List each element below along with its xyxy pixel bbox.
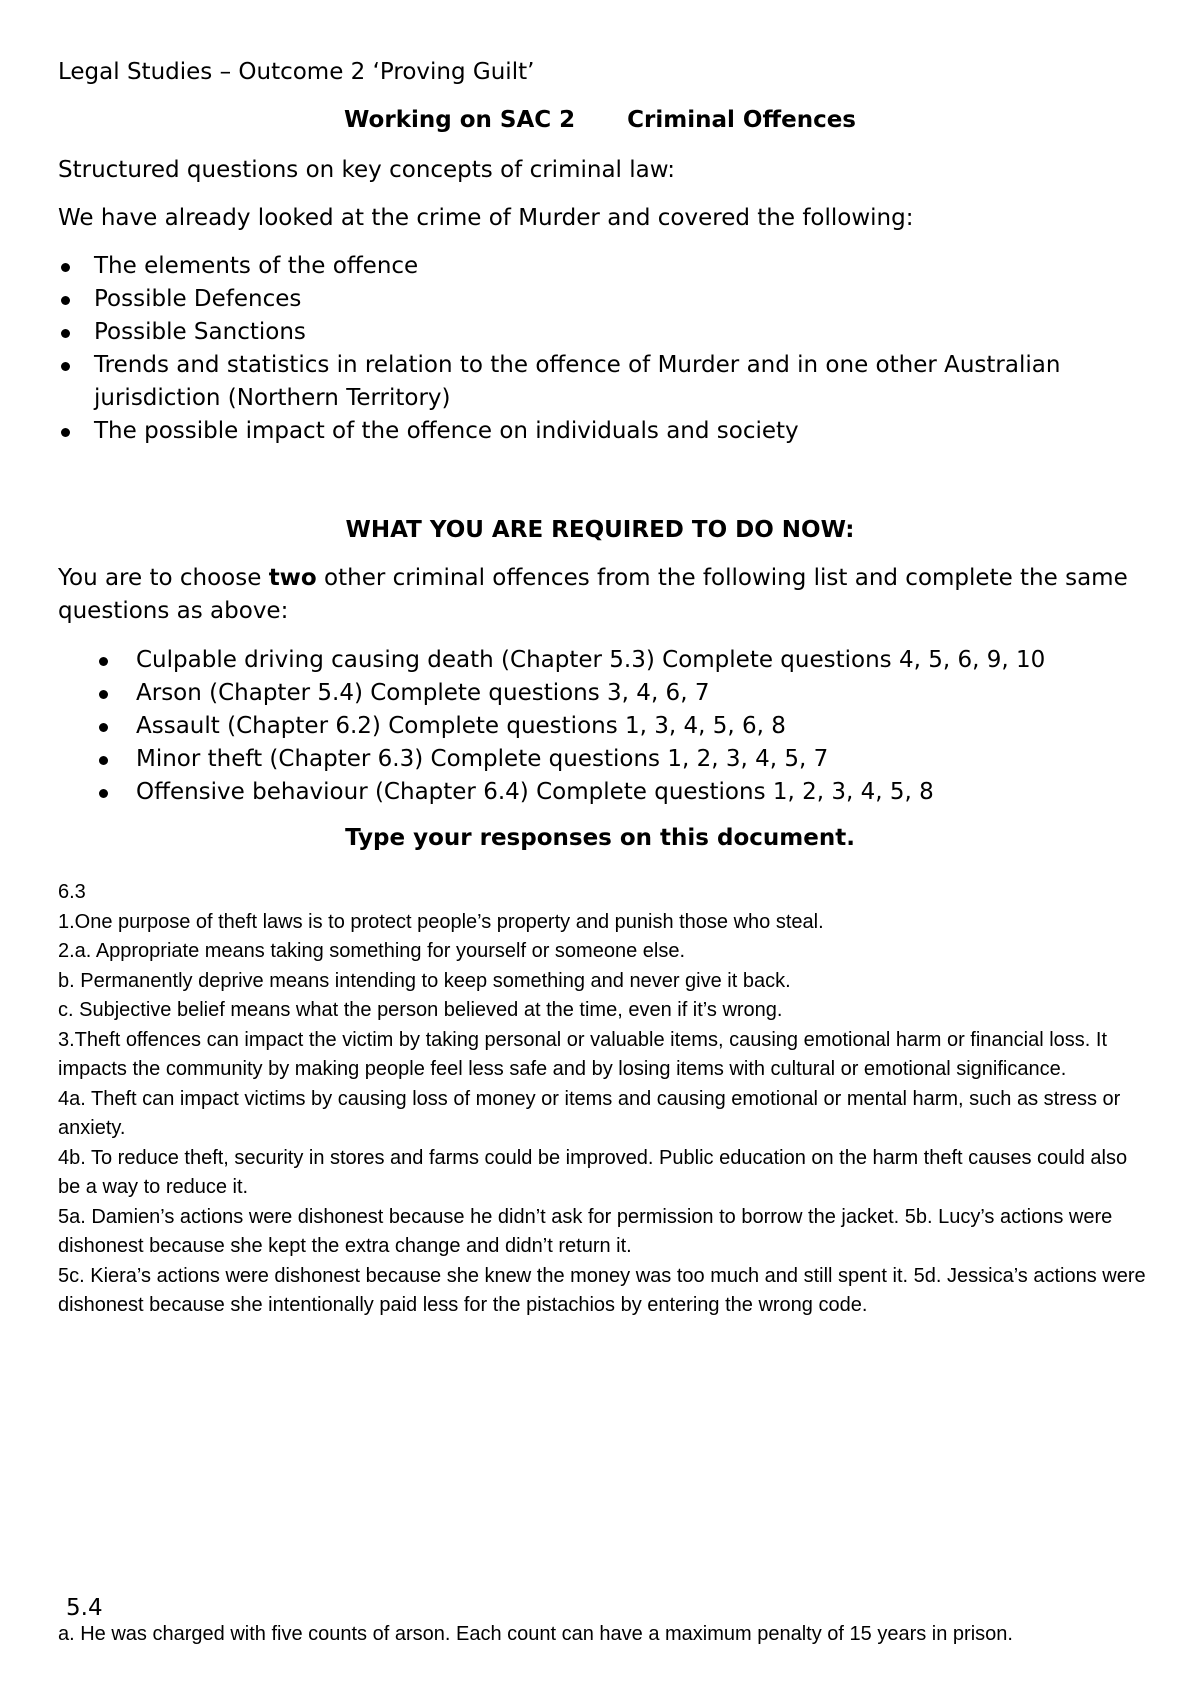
covered-topics-list xyxy=(58,250,1138,448)
bullet-icon xyxy=(99,723,108,732)
response-line: 5a. Damien’s actions were dishonest because he didn’t ask for permission to borrow the jacket. 5b. Lucy’s actions were dishonest because she kept the extra change and didn’t return it. xyxy=(58,1205,1113,1257)
required-heading: WHAT YOU ARE REQUIRED TO DO NOW: xyxy=(345,517,855,543)
list-item: The possible impact of the offence on individuals and society xyxy=(58,415,1138,448)
response-line: 1.One purpose of theft laws is to protect people’s property and punish those who steal. xyxy=(58,910,824,933)
response-line: 4b. To reduce theft, security in stores and farms could be improved. Public education on the harm theft causes could also be a way to reduce it. xyxy=(58,1146,1128,1198)
bullet-icon xyxy=(61,263,70,272)
list-item: Possible Defences xyxy=(58,283,1138,316)
type-responses-note: Type your responses on this document. xyxy=(345,825,855,851)
title-sac: Working on SAC 2 xyxy=(344,107,576,133)
response-line: b. Permanently deprive means intending to keep something and never give it back. xyxy=(58,969,791,992)
list-item: Arson (Chapter 5.4) Complete questions 3, 4, 6, 7 xyxy=(96,677,1136,710)
bullet-icon xyxy=(99,756,108,765)
list-item: Minor theft (Chapter 6.3) Complete questions 1, 2, 3, 4, 5, 7 xyxy=(96,743,1136,776)
list-item: Possible Sanctions xyxy=(58,316,1138,349)
bullet-icon xyxy=(99,789,108,798)
intro-line-2: We have already looked at the crime of Murder and covered the following: xyxy=(58,205,914,231)
list-item: The elements of the offence xyxy=(58,250,1138,283)
bullet-icon xyxy=(61,428,70,437)
response-5-4-a: a. He was charged with five counts of arson. Each count can have a maximum penalty of 15 years in prison. xyxy=(58,1623,1013,1645)
emphasis-two: two xyxy=(268,565,317,591)
response-line: 3.Theft offences can impact the victim by taking personal or valuable items, causing emotional harm or financial loss. It impacts the community by making people feel less safe and by losing items with cultural or emotional significance. xyxy=(58,1028,1108,1080)
list-item: Culpable driving causing death (Chapter 5.3) Complete questions 4, 5, 6, 9, 10 xyxy=(96,644,1136,677)
course-header: Legal Studies – Outcome 2 ‘Proving Guilt’ xyxy=(58,59,535,85)
page-title xyxy=(0,104,1200,137)
bullet-icon xyxy=(61,362,70,371)
intro-line-1: Structured questions on key concepts of criminal law: xyxy=(58,157,676,183)
bullet-icon xyxy=(61,329,70,338)
section-label-5-4: 5.4 xyxy=(66,1595,103,1621)
bullet-icon xyxy=(61,296,70,305)
response-line: 2.a. Appropriate means taking something for yourself or someone else. xyxy=(58,940,686,962)
offences-list xyxy=(96,644,1136,809)
responses-6-3 xyxy=(58,878,1148,1321)
response-line: 4a. Theft can impact victims by causing loss of money or items and causing emotional or mental harm, such as stress or anxiety. xyxy=(58,1087,1121,1139)
section-label: 6.3 xyxy=(58,881,86,903)
instruction-paragraph: You are to choose two other criminal offences from the following list and complete the same questions as above: xyxy=(58,565,1128,624)
response-line: c. Subjective belief means what the person believed at the time, even if it’s wrong. xyxy=(58,999,783,1021)
title-offences: Criminal Offences xyxy=(627,107,856,133)
list-item: Trends and statistics in relation to the offence of Murder and in one other Australian jurisdiction (Northern Territory) xyxy=(58,349,1138,415)
bullet-icon xyxy=(99,657,108,666)
list-item: Assault (Chapter 6.2) Complete questions 1, 3, 4, 5, 6, 8 xyxy=(96,710,1136,743)
list-item: Offensive behaviour (Chapter 6.4) Complete questions 1, 2, 3, 4, 5, 8 xyxy=(96,776,1136,809)
bullet-icon xyxy=(99,690,108,699)
response-line: 5c. Kiera’s actions were dishonest because she knew the money was too much and still spent it. 5d. Jessica’s actions were dishonest because she intentionally paid less for the pistachios by entering the wrong code. xyxy=(58,1264,1146,1316)
